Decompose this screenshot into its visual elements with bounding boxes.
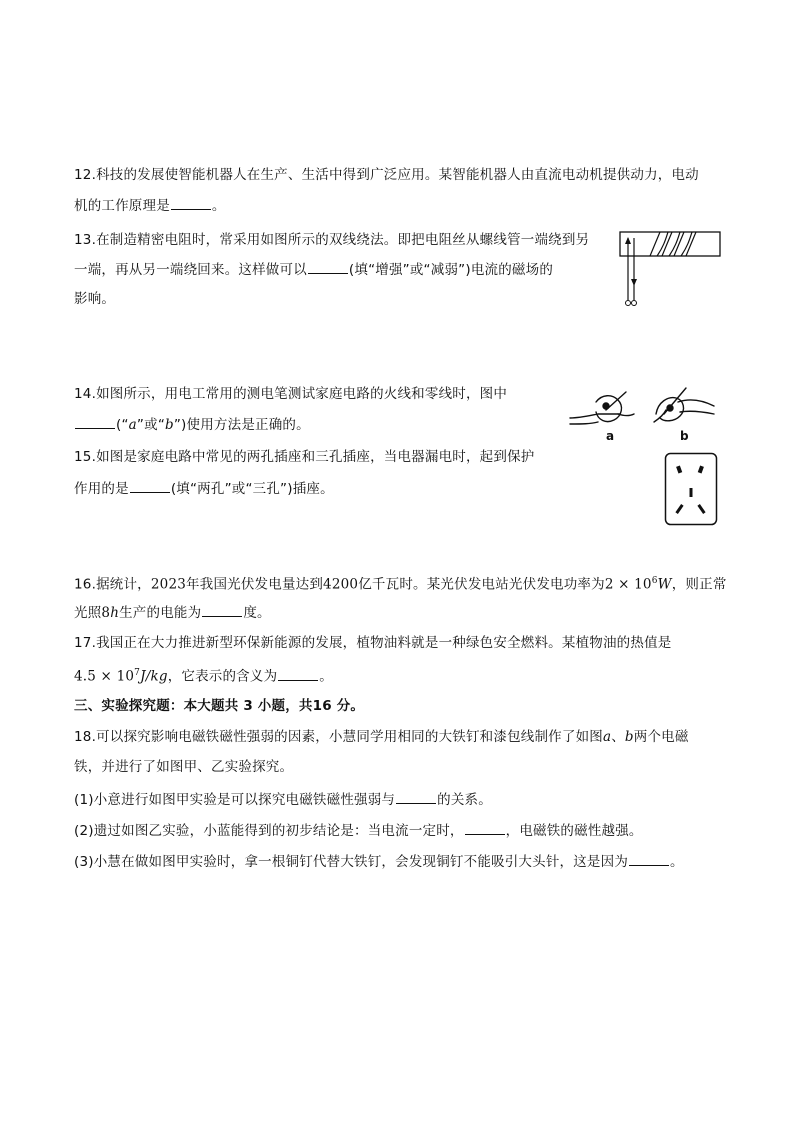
q13-text: 一端，再从另一端绕回来。这样做可以 (74, 262, 307, 278)
answer-blank-q18-1[interactable] (396, 790, 436, 804)
q13-line2 (74, 260, 553, 279)
q14-option-a: a (128, 417, 137, 433)
q18-line1 (74, 728, 689, 746)
q15-text-a: 作用的是 (74, 481, 129, 497)
q16-line1 (74, 572, 727, 594)
q18-sub1 (74, 790, 492, 809)
q12-line1: 12.科技的发展使智能机器人在生产、生活中得到广泛应用。某智能机器人由直流电动机提供动力，电动 (74, 167, 699, 183)
q18-var-a: a (602, 729, 612, 745)
q18-sub3 (74, 852, 684, 871)
answer-blank-q15[interactable] (130, 479, 170, 493)
q16-hours: 8 (101, 605, 111, 621)
q18-sub3-end: 。 (670, 854, 684, 870)
q16-text-e: 光照 (74, 605, 102, 621)
q14-text-b: ”或“ (136, 417, 166, 433)
q16-text-b: 年我国光伏发电量达到 (186, 576, 324, 593)
answer-blank-q12[interactable] (171, 196, 211, 210)
section3-text-c: 分。 (331, 698, 365, 714)
q16-power-exp: 6 (651, 576, 658, 586)
q14-text-c: ”)使用方法是正确的。 (173, 417, 310, 433)
q16-text-a: 16.据统计， (74, 576, 151, 593)
q16-text-f: 生产的电能为 (119, 605, 202, 621)
q18-sub2-text: (2)遗过如图乙实验，小蓝能得到的初步结论是：当电流一定时， (74, 823, 464, 839)
q17-value-unit: J/kg (140, 668, 168, 685)
q16-power-coef: 2 × 10 (604, 576, 652, 593)
q18-line2: 铁，并进行了如图甲、乙实验探究。 (74, 759, 294, 775)
q17-text-a: ，它表示的含义为 (167, 668, 278, 685)
q16-year: 2023 (150, 576, 187, 593)
section3-text-b: 小题，共 (252, 698, 313, 714)
q18-sub1-text: (1)小意进行如图甲实验是可以探究电磁铁磁性强弱与 (74, 792, 396, 808)
section3-count: 3 (243, 698, 253, 714)
answer-blank-q13[interactable] (308, 260, 348, 274)
q14-option-b: b (165, 417, 174, 433)
q15-line2 (74, 479, 334, 498)
q17-value-coef: 4.5 × 10 (74, 668, 135, 685)
q18-text-b: 两个电磁 (633, 729, 689, 745)
q16-text-g: 度。 (243, 605, 271, 621)
q18-sep: 、 (611, 729, 625, 745)
answer-blank-q18-2[interactable] (465, 821, 505, 835)
q18-sub2-end: ，电磁铁的磁性越强。 (505, 823, 643, 839)
q18-text-a: 18.可以探究影响电磁铁磁性强弱的因素，小慧同学用相同的大铁钉和漆包线制作了如图 (74, 729, 603, 745)
q17-value-exp: 7 (134, 668, 141, 678)
q17-text-b: 。 (319, 668, 333, 685)
section3-score: 16 (312, 698, 332, 714)
q18-sub1-end: 的关系。 (437, 792, 492, 808)
q14-line2 (74, 415, 310, 434)
q18-var-b: b (624, 729, 634, 745)
q12-line2 (74, 196, 226, 215)
answer-blank-q16[interactable] (202, 603, 242, 617)
q18-sub2 (74, 821, 643, 840)
q12-end: 。 (211, 198, 226, 214)
answer-blank-q17[interactable] (278, 667, 318, 681)
q12-text: 机的工作原理是 (74, 198, 170, 214)
fig-label-b: b (680, 429, 689, 443)
q16-text-c: 亿千瓦时。某光伏发电站光伏发电功率为 (358, 576, 605, 593)
q18-sub3-text: (3)小慧在做如图甲实验时，拿一根铜钉代替大铁钉，会发现铜钉不能吸引大头针，这是因为 (74, 854, 629, 870)
test-pen-hands-figure (568, 384, 720, 444)
q16-line2 (74, 603, 271, 622)
q16-amount: 4200 (323, 576, 359, 593)
answer-blank-q14[interactable] (75, 415, 115, 429)
q15-text-b: (填“两孔”或“三孔”)插座。 (170, 481, 334, 497)
q13-text-b: (填“增强”或“减弱”)电流的磁场的 (348, 262, 554, 278)
section-3-heading (74, 697, 364, 715)
q14-line1: 14.如图所示，用电工常用的测电笔测试家庭电路的火线和零线时，图中 (74, 386, 508, 402)
double-wound-solenoid-figure (612, 228, 724, 308)
q15-line1: 15.如图是家庭电路中常见的两孔插座和三孔插座，当电器漏电时，起到保护 (74, 449, 535, 465)
section3-text-a: 三、实验探究题：本大题共 (74, 698, 244, 714)
q16-hours-unit: h (110, 605, 120, 621)
q16-power-unit: W (657, 576, 672, 593)
q17-line1: 17.我国正在大力推进新型环保新能源的发展，植物油料就是一种绿色安全燃料。某植物油的热值是 (74, 635, 672, 651)
wall-socket-figure (664, 452, 718, 526)
fig-label-a: a (606, 429, 615, 443)
q13-line1: 13.在制造精密电阻时，常采用如图所示的双线绕法。即把电阻丝从螺线管一端绕到另 (74, 232, 590, 248)
q17-line2 (74, 664, 333, 686)
answer-blank-q18-3[interactable] (629, 852, 669, 866)
q13-line3: 影响。 (74, 291, 116, 307)
q14-text-a: (“ (116, 417, 129, 433)
q16-text-d: ，则正常 (671, 576, 727, 593)
